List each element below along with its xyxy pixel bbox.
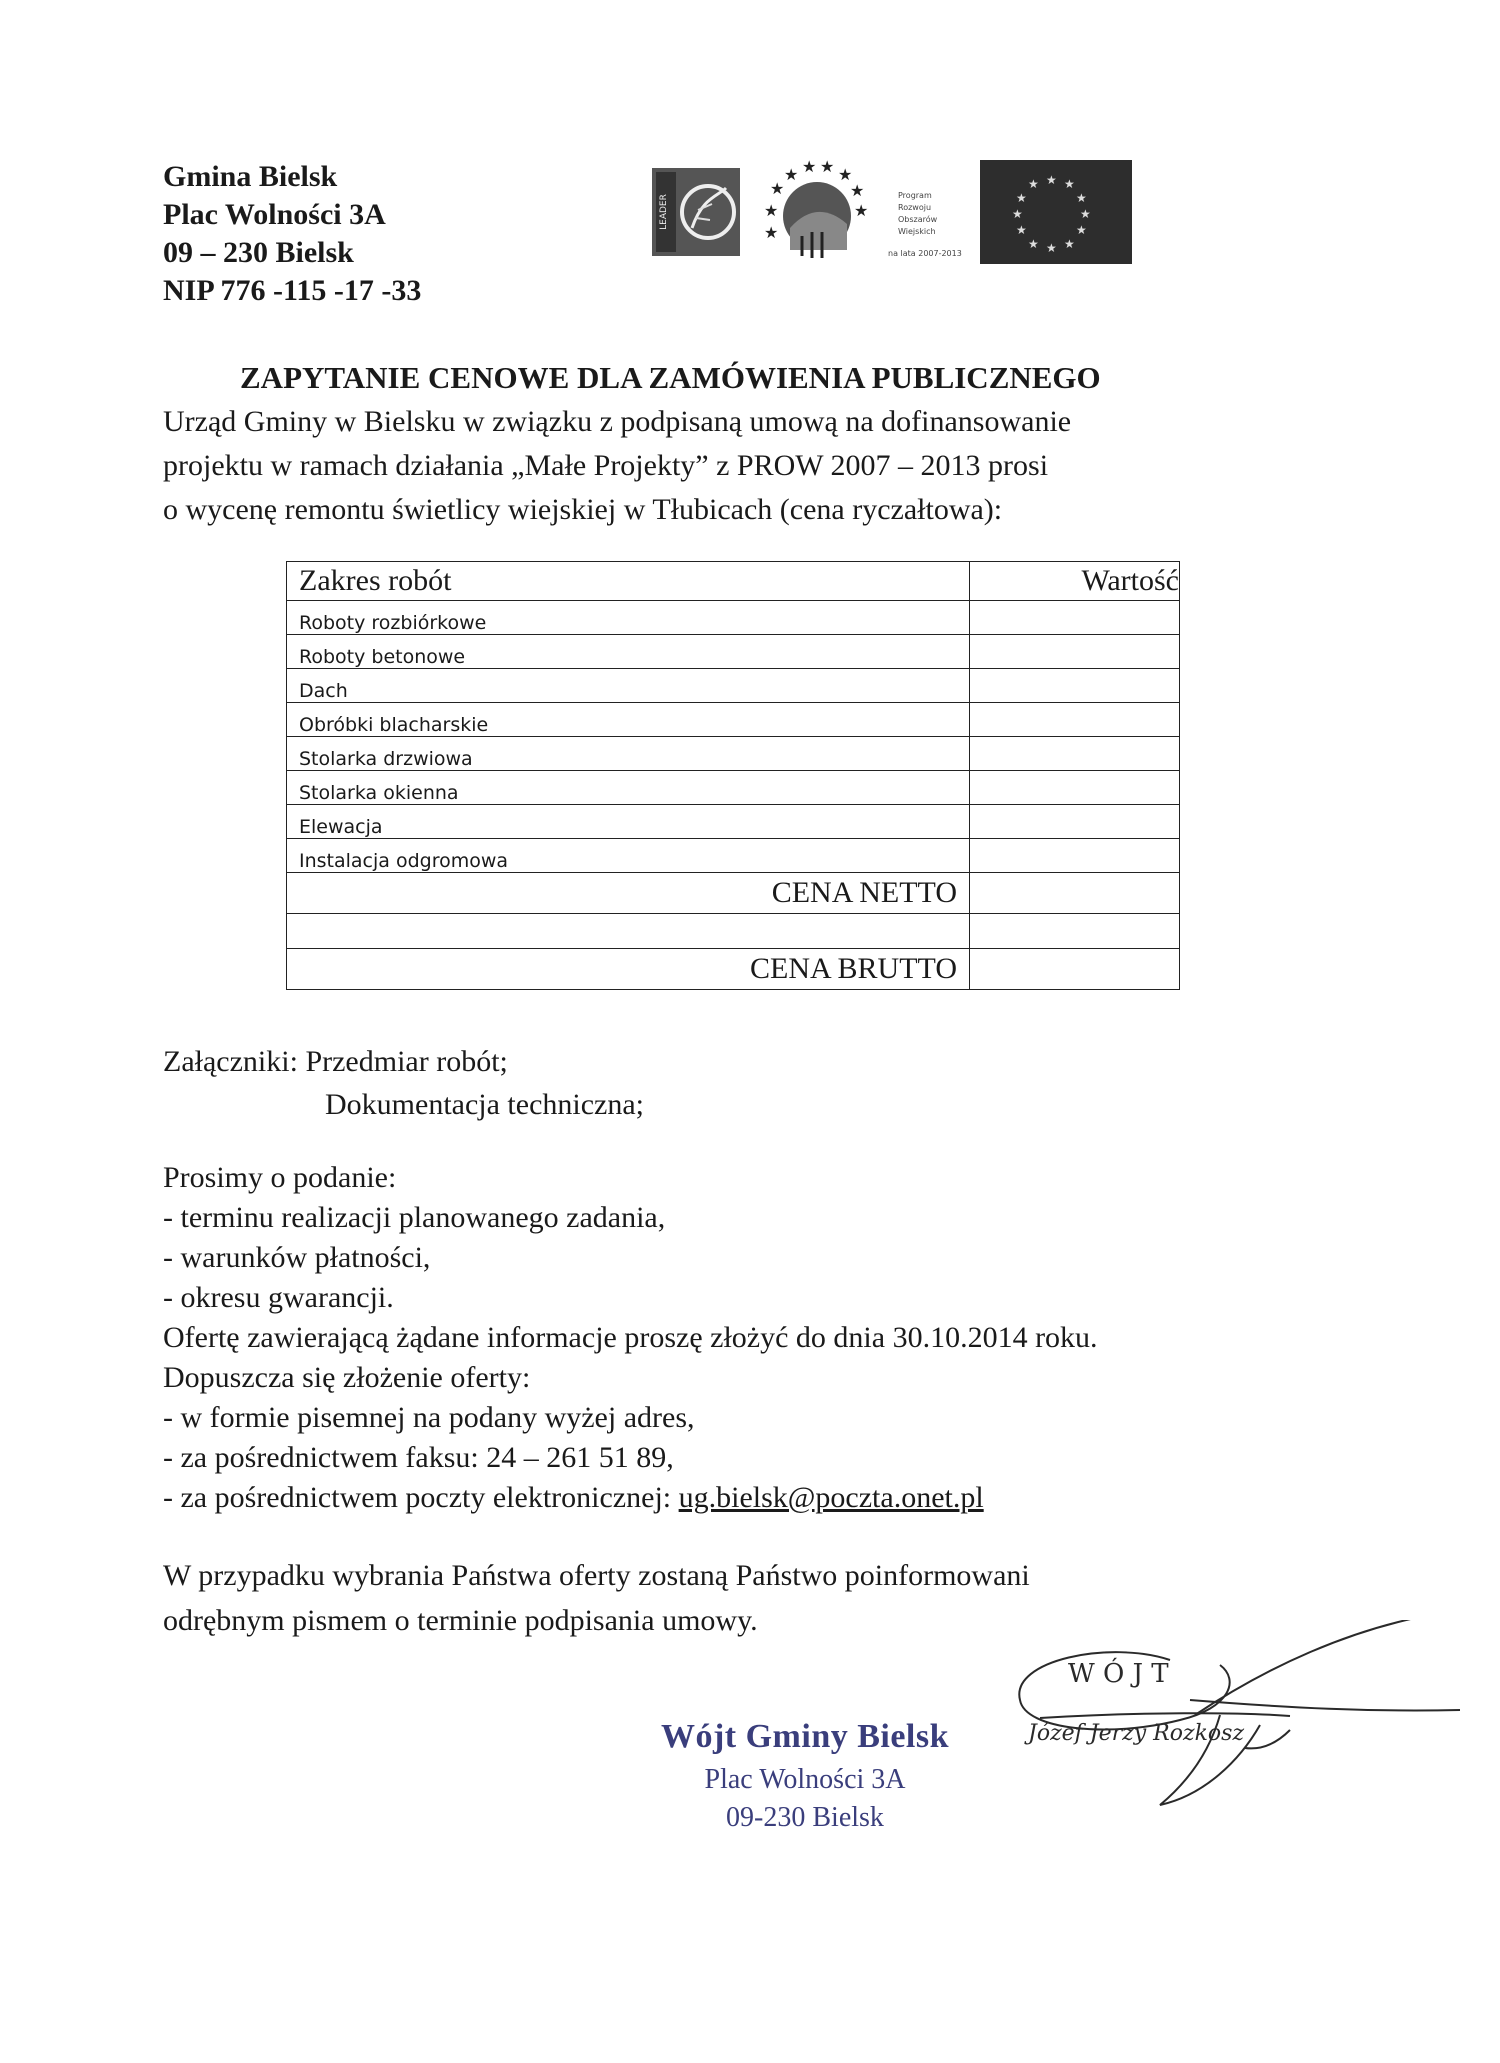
svg-text:★: ★: [1012, 207, 1023, 221]
prow-text-4: Wiejskich: [898, 227, 936, 236]
submission-option-text: - za pośrednictwem poczty elektronicznej:: [163, 1481, 679, 1514]
prow-text-1: Program: [898, 191, 932, 200]
prow-text-3: Obszarów: [898, 215, 938, 224]
attachments-section: [163, 1040, 644, 1126]
blank-value-cell[interactable]: [970, 914, 1180, 949]
intro-line: projektu w ramach działania „Małe Projekty” z PROW 2007 – 2013 prosi: [163, 449, 1049, 482]
funding-logos: [652, 158, 1134, 268]
stamp-title: Wójt Gminy Bielsk: [660, 1718, 950, 1755]
svg-text:★: ★: [1076, 223, 1087, 237]
svg-text:★: ★: [764, 225, 779, 242]
submission-option: - w formie pisemnej na podany wyżej adres,: [163, 1401, 695, 1434]
table-row: [287, 839, 1180, 873]
sender-address: [163, 158, 421, 310]
prow-text-2: Rozwoju: [898, 203, 932, 212]
table-row: [287, 805, 1180, 839]
row-label: Stolarka drzwiowa: [287, 737, 970, 771]
request-item: - warunków płatności,: [163, 1241, 431, 1274]
leader-text: LEADER: [659, 194, 669, 230]
svg-text:★: ★: [1046, 241, 1057, 255]
row-value-cell[interactable]: [970, 703, 1180, 737]
gross-price-row: [287, 949, 1180, 990]
closing-paragraph: [163, 1553, 1030, 1643]
row-label: Elewacja: [287, 805, 970, 839]
svg-text:★: ★: [1016, 223, 1027, 237]
intro-paragraph: [163, 400, 1071, 532]
sender-street: Plac Wolności 3A: [163, 198, 386, 231]
row-value-cell[interactable]: [970, 669, 1180, 703]
net-price-cell[interactable]: [970, 873, 1180, 914]
table-header-row: [287, 562, 1180, 601]
submission-intro: Dopuszcza się złożenie oferty:: [163, 1361, 531, 1394]
attachment-item: Przedmiar robót;: [305, 1045, 508, 1078]
intro-line: Urząd Gminy w Bielsku w związku z podpisaną umową na dofinansowanie: [163, 405, 1072, 438]
stamp-city: 09-230 Bielsk: [726, 1802, 884, 1833]
svg-text:★: ★: [802, 159, 817, 176]
price-table: [286, 561, 1180, 990]
intro-line: o wycenę remontu świetlicy wiejskiej w Tłubicach (cena ryczałtowa):: [163, 493, 1003, 526]
signature-title: W Ó J T: [1068, 1659, 1169, 1689]
prow-logo: [764, 159, 962, 258]
blank-row: [287, 914, 1180, 949]
svg-text:★: ★: [764, 203, 779, 220]
svg-text:★: ★: [1076, 191, 1087, 205]
row-label: Instalacja odgromowa: [287, 839, 970, 873]
table-row: [287, 669, 1180, 703]
row-label: Dach: [287, 669, 970, 703]
row-value-cell[interactable]: [970, 805, 1180, 839]
closing-line: W przypadku wybrania Państwa oferty zostaną Państwo poinformowani: [163, 1559, 1030, 1592]
table-row: [287, 703, 1180, 737]
closing-line: odrębnym pismem o terminie podpisania umowy.: [163, 1604, 758, 1637]
col-header-value: Wartość: [970, 562, 1180, 601]
attachments-label: Załączniki:: [163, 1045, 298, 1078]
row-label: Roboty rozbiórkowe: [287, 601, 970, 635]
attachment-item: Dokumentacja techniczna;: [325, 1088, 645, 1121]
svg-text:★: ★: [854, 203, 869, 220]
row-value-cell[interactable]: [970, 839, 1180, 873]
svg-text:★: ★: [1064, 177, 1075, 191]
requests-intro: Prosimy o podanie:: [163, 1161, 397, 1194]
eu-flag-logo: [980, 160, 1132, 264]
svg-text:★: ★: [1028, 177, 1039, 191]
svg-text:★: ★: [770, 181, 785, 198]
leader-logo: [652, 168, 740, 256]
svg-text:★: ★: [850, 183, 865, 200]
gross-price-label: CENA BRUTTO: [287, 949, 970, 990]
handwritten-signature: [990, 1620, 1470, 1840]
col-header-scope: Zakres robót: [287, 562, 970, 601]
request-item: - okresu gwarancji.: [163, 1281, 394, 1314]
row-value-cell[interactable]: [970, 601, 1180, 635]
submission-option: [163, 1478, 1098, 1518]
net-price-label: CENA NETTO: [287, 873, 970, 914]
requests-section: [163, 1158, 1098, 1518]
sender-nip: NIP 776 -115 -17 -33: [163, 274, 422, 307]
sender-postcode-city: 09 – 230 Bielsk: [163, 236, 354, 269]
svg-text:★: ★: [838, 167, 853, 184]
row-label: Stolarka okienna: [287, 771, 970, 805]
net-price-row: [287, 873, 1180, 914]
email-link[interactable]: ug.bielsk@poczta.onet.pl: [678, 1481, 984, 1514]
gross-price-cell[interactable]: [970, 949, 1180, 990]
row-value-cell[interactable]: [970, 771, 1180, 805]
svg-text:★: ★: [1046, 173, 1057, 187]
prow-text-5: na lata 2007-2013: [888, 249, 962, 258]
table-row: [287, 771, 1180, 805]
signature-name: Józef Jerzy Rozkosz: [1028, 1721, 1245, 1746]
sender-name: Gmina Bielsk: [163, 160, 338, 193]
svg-text:★: ★: [1016, 191, 1027, 205]
blank-cell: [287, 914, 970, 949]
svg-text:★: ★: [820, 159, 835, 176]
document-title: ZAPYTANIE CENOWE DLA ZAMÓWIENIA PUBLICZNEGO: [240, 360, 1101, 395]
official-stamp: [630, 1718, 980, 1834]
row-value-cell[interactable]: [970, 737, 1180, 771]
request-item: - terminu realizacji planowanego zadania,: [163, 1201, 666, 1234]
stamp-street: Plac Wolności 3A: [704, 1764, 906, 1795]
table-row: [287, 635, 1180, 669]
table-row: [287, 601, 1180, 635]
svg-text:★: ★: [1064, 237, 1075, 251]
svg-text:★: ★: [1028, 237, 1039, 251]
row-value-cell[interactable]: [970, 635, 1180, 669]
submission-option: - za pośrednictwem faksu: 24 – 261 51 89,: [163, 1441, 674, 1474]
row-label: Roboty betonowe: [287, 635, 970, 669]
table-row: [287, 737, 1180, 771]
svg-text:★: ★: [1080, 207, 1091, 221]
deadline-text: Ofertę zawierającą żądane informacje proszę złożyć do dnia 30.10.2014 roku.: [163, 1321, 1098, 1354]
svg-text:★: ★: [784, 167, 799, 184]
row-label: Obróbki blacharskie: [287, 703, 970, 737]
